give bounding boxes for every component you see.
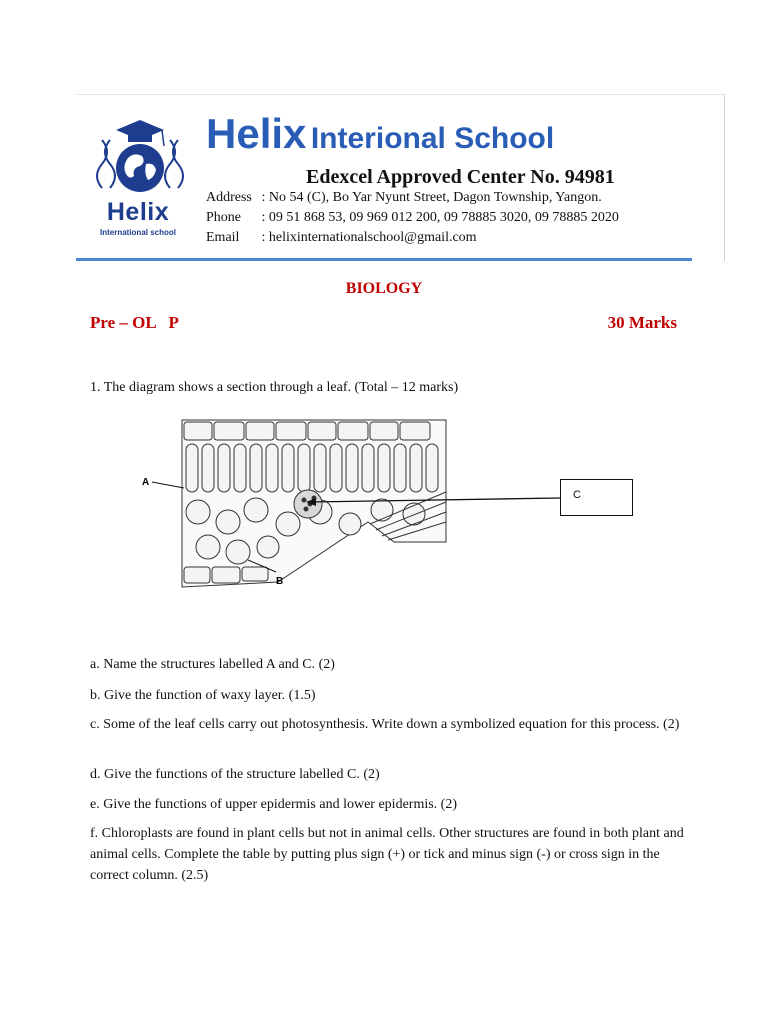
label-c-box [560,479,633,516]
header-divider [76,258,692,261]
question-part-e: e. Give the functions of upper epidermis and lower epidermis. (2) [90,797,458,812]
phone-label: Phone [206,210,241,225]
email-label: Email [206,230,240,245]
question-part-f: f. Chloroplasts are found in plant cells but not in animal cells. Other structures are found in both plant and animal cells. Complete the table by putting plus sign (+) or tick and minus sign (-) or cross sign in the correct column. (2.5) [90,826,684,883]
logo-subtitle: International school [99,228,176,237]
question-part-a: a. Name the structures labelled A and C. (2) [90,657,335,672]
question-part-d: d. Give the functions of the structure labelled C. (2) [90,767,380,782]
exam-level: Pre – OL P [90,313,179,332]
school-name [206,110,554,158]
address-label: Address [206,190,252,205]
label-a: A [142,477,150,488]
school-name-first: Helix [206,110,307,157]
question-part-c: c. Some of the leaf cells carry out photosynthesis. Write down a symbolized equation for this process. (2) [90,717,680,732]
phone-value: : 09 51 868 53, 09 969 012 200, 09 78885 3020, 09 78885 2020 [261,210,619,225]
label-b: B [276,576,284,587]
question-part-b: b. Give the function of waxy layer. (1.5) [90,688,316,703]
exam-marks: 30 Marks [607,313,677,332]
label-c: C [573,489,581,501]
address-value: : No 54 (C), Bo Yar Nyunt Street, Dagon Township, Yangon. [261,190,602,205]
logo-wordmark: Helix [106,198,170,226]
subject-title: BIOLOGY [345,280,423,297]
email-row [206,230,477,246]
school-name-rest: Interional School [310,122,555,155]
email-value[interactable]: : helixinternationalschool@gmail.com [261,230,477,245]
center-number: Edexcel Approved Center No. 94981 [306,166,615,188]
pointer-a [152,482,184,488]
address-row [206,190,602,206]
phone-row [206,210,619,226]
question-intro: 1. The diagram shows a section through a leaf. (Total – 12 marks) [90,380,459,395]
